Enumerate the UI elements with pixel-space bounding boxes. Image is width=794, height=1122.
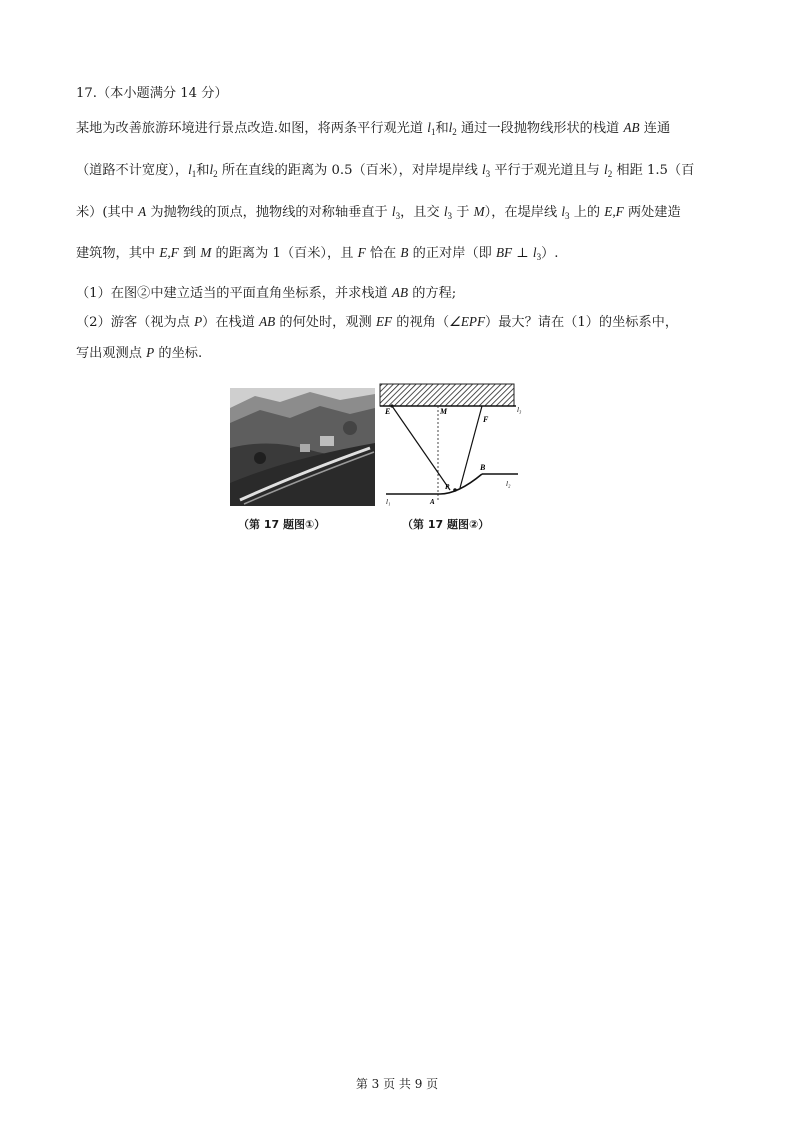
label-F: F xyxy=(483,415,489,424)
math-variable: $l_3$ xyxy=(481,162,491,179)
math-variable: P xyxy=(194,314,203,329)
math-variable: M xyxy=(473,204,485,219)
math-variable: B xyxy=(400,245,409,260)
text-run: 连通 xyxy=(639,121,671,136)
text-run: 所在直线的距离为 0.5（百米），对岸堤岸线 xyxy=(217,163,482,178)
text-run: 于 xyxy=(452,205,474,220)
figure-2-diagram xyxy=(378,382,528,512)
math-variable: $l_2$ xyxy=(448,120,457,137)
figure-1-caption: （第 17 题图①） xyxy=(238,518,326,531)
text-run: 到 xyxy=(178,246,201,261)
math-variable: $l_2$ xyxy=(604,162,613,179)
math-variable: ∠EPF xyxy=(449,314,486,329)
math-variable: $l_3$ xyxy=(561,204,570,221)
math-variable: A xyxy=(138,204,147,219)
text-run: 的坐标. xyxy=(154,346,203,361)
math-variable: EF xyxy=(375,314,393,329)
figure-2-caption: （第 17 题图②） xyxy=(402,518,490,531)
math-variable: $l_3$ xyxy=(532,245,542,262)
label-B: B xyxy=(480,463,486,472)
text-run: 和 xyxy=(196,163,210,178)
math-variable: $l_2$ xyxy=(209,162,218,179)
label-l3: l₃ xyxy=(517,406,522,414)
text-run: （1）在图②中建立适当的平面直角坐标系，并求栈道 xyxy=(76,286,392,301)
text-run: 的正对岸（即 xyxy=(408,246,496,261)
question-2-line-2 xyxy=(76,343,202,364)
text-run: 相距 1.5（百 xyxy=(612,163,695,178)
math-variable: $l_3$ xyxy=(391,204,401,221)
label-l2: l₂ xyxy=(506,480,511,488)
math-variable: AB xyxy=(623,120,640,135)
text-run: 写出观测点 xyxy=(76,346,147,361)
text-run: 的距离为 1（百米），且 xyxy=(211,246,358,261)
bank-hatched-area xyxy=(380,384,514,406)
paragraph-line-1 xyxy=(76,118,670,142)
point-P xyxy=(453,488,457,492)
label-l1: l₁ xyxy=(386,498,391,506)
landscape-photo xyxy=(230,388,375,506)
label-P: P xyxy=(445,483,450,491)
label-A: A xyxy=(430,498,435,506)
math-variable: $l_1$ xyxy=(188,162,197,179)
question-1 xyxy=(76,283,456,304)
label-E: E xyxy=(385,407,391,416)
math-variable: E,F xyxy=(159,245,179,260)
problem-header: 17.（本小题满分 14 分） xyxy=(76,86,228,101)
text-run: 上的 xyxy=(569,205,605,220)
paragraph-line-2 xyxy=(76,160,694,184)
text-run: 建筑物，其中 xyxy=(76,246,160,261)
text-run: 的何处时，观测 xyxy=(275,315,376,330)
text-run: ），在堤岸线 xyxy=(484,205,562,220)
text-run: 恰在 xyxy=(365,246,401,261)
text-run: ，且交 xyxy=(400,205,444,220)
math-variable: P xyxy=(146,345,155,360)
text-run: （2）游客（视为点 xyxy=(76,315,195,330)
text-run: ）. xyxy=(541,246,559,261)
math-variable: F xyxy=(357,245,366,260)
text-run: 两处建造 xyxy=(623,205,681,220)
text-run: 为抛物线的顶点，抛物线的对称轴垂直于 xyxy=(146,205,392,220)
math-variable: $l_1$ xyxy=(427,120,436,137)
math-variable: AB xyxy=(391,285,409,300)
text-run: 米）(其中 xyxy=(76,205,139,220)
math-variable: $l_3$ xyxy=(443,204,453,221)
text-run: 平行于观光道且与 xyxy=(490,163,605,178)
text-run: 的方程; xyxy=(408,286,457,301)
question-2-line-1 xyxy=(76,312,678,333)
text-run: 某地为改善旅游环境进行景点改造.如图，将两条平行观光道 xyxy=(76,121,428,136)
text-run: ）最大？请在（1）的坐标系中， xyxy=(485,315,679,330)
text-run: 的视角（ xyxy=(392,315,450,330)
math-variable: M xyxy=(200,245,212,260)
point-E xyxy=(390,404,393,407)
math-variable: E,F xyxy=(604,204,624,219)
text-run: 和 xyxy=(435,121,449,136)
text-run: 通过一段抛物线形状的栈道 xyxy=(456,121,624,136)
label-M: M xyxy=(440,407,448,416)
figure-1-photo xyxy=(230,388,375,506)
text-run: ⊥ xyxy=(512,246,533,261)
segment-EP xyxy=(392,406,450,490)
paragraph-line-3 xyxy=(76,202,681,226)
math-variable: AB xyxy=(259,314,276,329)
text-run: （道路不计宽度）， xyxy=(76,163,189,178)
math-variable: BF xyxy=(495,245,513,260)
page-footer: 第 3 页 共 9 页 xyxy=(355,1077,439,1091)
text-run: ）在栈道 xyxy=(202,315,260,330)
paragraph-line-4 xyxy=(76,243,558,267)
